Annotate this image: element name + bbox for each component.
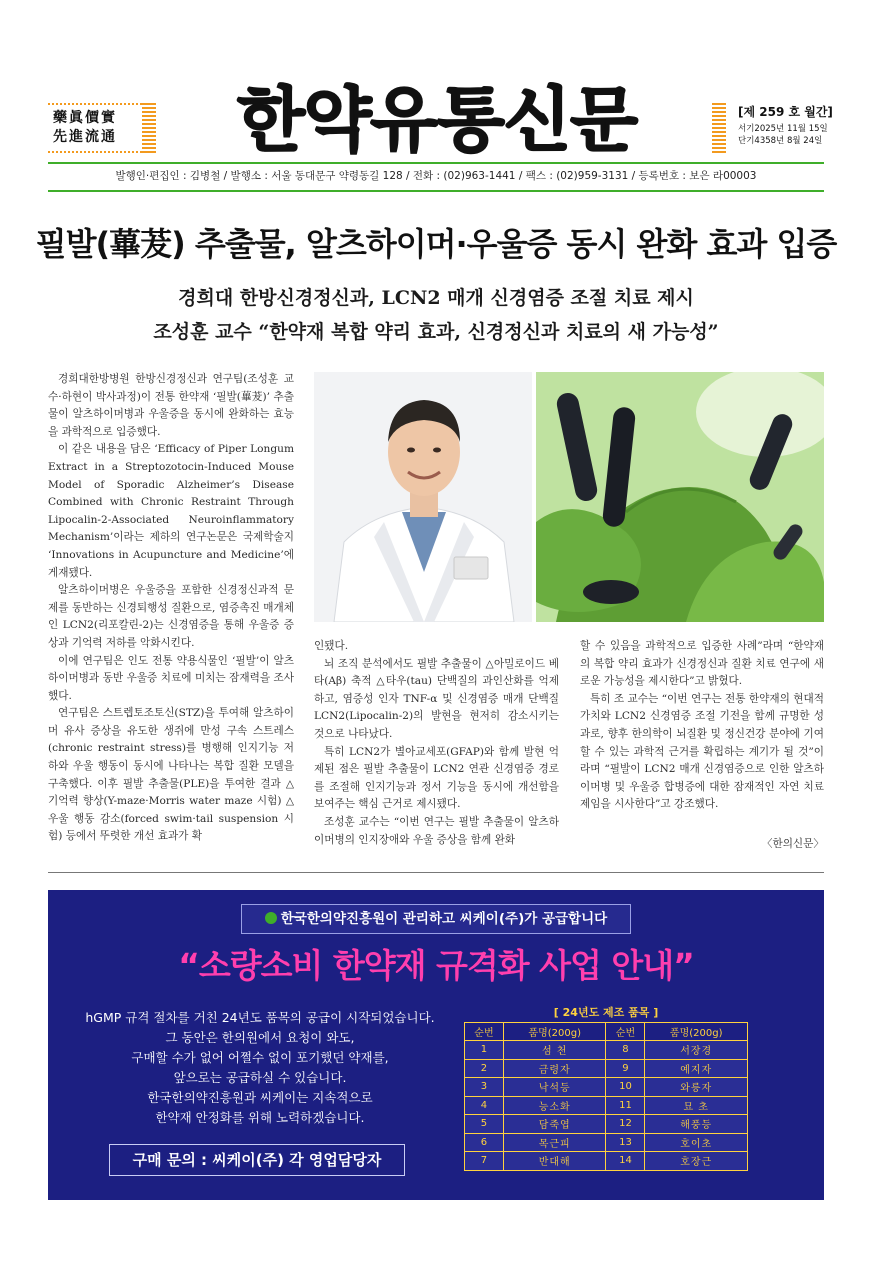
- table-cell-number: 9: [606, 1059, 645, 1078]
- ad-body-line: 앞으로는 공급하실 수 있습니다.: [173, 1070, 347, 1085]
- ad-body: [68, 1008, 452, 1128]
- items-table-body: [465, 1041, 748, 1171]
- table-cell-number: 7: [465, 1152, 504, 1171]
- table-cell-item-name: 능소화: [503, 1096, 606, 1115]
- table-row: [465, 1152, 748, 1171]
- table-cell-number: 14: [606, 1152, 645, 1171]
- subheadline-1: 경희대 한방신경정신과, LCN2 매개 신경염증 조절 치료 제시: [178, 287, 694, 309]
- paragraph: 특히 조 교수는 “이번 연구는 전통 한약재의 현대적 가치와 LCN2 신경염증 조절 기전을 함께 규명한 성과로, 향후 한의학이 뇌질환 및 정신건강 분야에 기여할 수 있는 과학적 근거를 확립하는 계기가 될 것”이라며 “필발이 LCN2 매개 신경염증으로 인한 알츠하이머병 및 우울증 합병증에 대한 잠재적인 자연 치료제임을 시사한다”고 강조했다.: [580, 692, 824, 811]
- table-cell-item-name: 목근피: [503, 1133, 606, 1152]
- masthead-rule-top: [48, 162, 824, 164]
- ad-body-line: 그 동안은 한의원에서 요청이 와도,: [165, 1030, 355, 1045]
- table-cell-item-name: 해풍등: [645, 1115, 748, 1134]
- issue-stripes: [712, 103, 726, 153]
- table-cell-item-name: 반대해: [503, 1152, 606, 1171]
- motto-top-line: [48, 103, 142, 105]
- paragraph: 조성훈 교수는 “이번 연구는 필발 추출물이 알츠하이머병의 인지장애와 우울 증상을 함께 완화: [314, 815, 559, 846]
- masthead-rule-bottom: [48, 190, 824, 192]
- motto-line1: 藥眞價實: [53, 110, 117, 126]
- article-column-2: [314, 638, 559, 849]
- plant-illustration: [536, 372, 824, 622]
- paragraph: 이 같은 내용을 담은 ‘Efficacy of Piper Longum Extract in a Streptozotocin-Induced Mouse Model of Sporadic Alzheimer’s Disease Combined with Chronic Restraint Through Lipocalin-2-Associated Neuroinflammatory Mechanism’이라는 제하의 연구논문은 국제학술지 ‘Innovations in Acupuncture and Medicine’에 게재됐다.: [48, 443, 294, 579]
- table-header: 순번: [606, 1023, 645, 1041]
- table-cell-item-name: 섬 천: [503, 1041, 606, 1060]
- table-header: 품명(200g): [645, 1023, 748, 1041]
- table-cell-number: 12: [606, 1115, 645, 1134]
- table-cell-item-name: 예지자: [645, 1059, 748, 1078]
- ad-body-line: 구매할 수가 없어 어쩔수 없이 포기했던 약재를,: [131, 1050, 389, 1065]
- table-cell-number: 8: [606, 1041, 645, 1060]
- publisher-info: 발행인·편집인 : 김병철 / 발행소 : 서울 동대문구 약령동길 128 / 전화 : (02)963-1441 / 팩스 : (02)959-3131 / 등록번호 : 보은 라00003: [115, 170, 757, 182]
- ad-top-banner: [241, 904, 631, 934]
- paragraph: 뇌 조직 분석에서도 필발 추출물이 △아밀로이드 베타(Aβ) 축적 △타우(tau) 단백질의 과인산화를 억제하고, 염증성 인자 TNF-α 및 신경염증 매개 단백질 LCN2(Lipocalin-2)의 발현을 현저히 감소시키는 것으로 나타났다.: [314, 657, 559, 740]
- motto-bottom-line: [48, 151, 142, 153]
- table-row: [465, 1133, 748, 1152]
- table-header: 순번: [465, 1023, 504, 1041]
- issue-box: [712, 103, 833, 153]
- ad-body-line: 한국한의약진흥원과 씨케이는 지속적으로: [147, 1090, 373, 1105]
- table-cell-item-name: 담죽엽: [503, 1115, 606, 1134]
- paragraph: 알츠하이머병은 우울증을 포함한 신경정신과적 문제를 동반하는 신경퇴행성 질환으로, 염증촉진 매개체인 LCN2(리포칼린-2)는 신경염증을 통해 우울증 증상과 기억력 저하를 악화시킨다.: [48, 584, 294, 649]
- table-cell-number: 2: [465, 1059, 504, 1078]
- table-cell-number: 11: [606, 1096, 645, 1115]
- issue-date-line2: 단기4358년 8월 24일: [738, 136, 823, 146]
- paragraph: 특히 LCN2가 별아교세포(GFAP)와 함께 발현 억제된 점은 필발 추출물이 LCN2 연관 신경염증 경로를 조절해 인지기능과 정서 기능을 동시에 개선함을 보여주는 핵심 근거로 제시됐다.: [314, 745, 559, 811]
- ad-title: “소량소비 한약재 규격화 사업 안내”: [178, 946, 694, 985]
- paragraph: 연구팀은 스트렙토조토신(STZ)을 투여해 알츠하이머 유사 증상을 유도한 생쥐에 만성 구속 스트레스(chronic restraint stress)를 병행해 인지기능 저하와 우울 행동이 동시에 나타나는 복합 질환 모델을 구축했다. 이후 필발 추출물(PLE)을 투여한 결과 △기억력 향상(Y-maze·Morris water maze 시험) △우울 행동 감소(forced swim·tail suspension 시험) 등에서 뚜렷한 개선 효과가 확: [48, 707, 294, 843]
- issue-number: [제 259 호 월간]: [738, 105, 833, 119]
- table-header: 품명(200g): [503, 1023, 606, 1041]
- advertisement: [48, 890, 824, 1200]
- paragraph: 인됐다.: [314, 640, 349, 652]
- professor-photo: [314, 372, 532, 622]
- table-cell-item-name: 호이초: [645, 1133, 748, 1152]
- table-cell-number: 1: [465, 1041, 504, 1060]
- headline: 필발(蓽茇) 추출물, 알츠하이머·우울증 동시 완화 효과 입증: [35, 225, 837, 263]
- newspaper-title: 한약유통신문: [237, 79, 637, 161]
- table-cell-item-name: 낙석등: [503, 1078, 606, 1097]
- ad-body-line: 한약재 안정화를 위해 노력하겠습니다.: [155, 1110, 365, 1125]
- issue-date-line1: 서기2025년 11월 15일: [738, 124, 828, 134]
- article-column-3: [580, 638, 824, 814]
- paragraph: 할 수 있음을 과학적으로 입증한 사례”라며 “한약재의 복합 약리 효과가 신경정신과 질환 치료 연구에 새로운 가능성을 제시한다”고 밝혔다.: [580, 640, 824, 688]
- motto-box: [48, 103, 156, 153]
- article-byline: 〈한의신문〉: [761, 838, 824, 850]
- motto-text: [53, 109, 117, 147]
- table-cell-number: 6: [465, 1133, 504, 1152]
- table-cell-item-name: 금령자: [503, 1059, 606, 1078]
- motto-stripes: [142, 103, 156, 153]
- items-table: [464, 1022, 748, 1171]
- subheadline-2: 조성훈 교수 “한약재 복합 약리 효과, 신경정신과 치료의 새 가능성”: [153, 321, 719, 343]
- issue-dates: [738, 123, 828, 147]
- section-divider: [48, 872, 824, 873]
- table-cell-number: 10: [606, 1078, 645, 1097]
- table-row: [465, 1115, 748, 1134]
- table-cell-item-name: 호장근: [645, 1152, 748, 1171]
- paragraph: 경희대한방병원 한방신경정신과 연구팀(조성훈 교수·하현이 박사과정)이 전통 한약재 ‘필발(蓽茇)’ 추출물이 알츠하이머병과 우울증을 동시에 완화하는 효능을 과학적으로 입증했다.: [48, 373, 294, 438]
- ad-top-banner-text: 한국한의약진흥원이 관리하고 씨케이(주)가 공급합니다: [280, 911, 608, 927]
- table-row: [465, 1059, 748, 1078]
- items-table-title: [ 24년도 제조 품목 ]: [553, 1006, 659, 1019]
- motto-line2: 先進流通: [53, 129, 117, 145]
- ad-contact: 구매 문의 : 씨케이(주) 각 영업담당자: [109, 1144, 405, 1176]
- table-cell-number: 13: [606, 1133, 645, 1152]
- institute-logo-icon: [265, 912, 277, 924]
- table-cell-number: 3: [465, 1078, 504, 1097]
- piper-longum-photo: [536, 372, 824, 622]
- professor-illustration: [314, 372, 532, 622]
- paragraph: 이에 연구팀은 인도 전통 약용식물인 ‘필발’이 알츠하이머병과 동반 우울증 치료에 미치는 잠재력을 조사했다.: [48, 654, 294, 702]
- table-header-row: [465, 1023, 748, 1041]
- ad-body-line: hGMP 규격 절차를 거친 24년도 품목의 공급이 시작되었습니다.: [85, 1010, 435, 1025]
- article-column-1: [48, 371, 294, 846]
- table-cell-number: 5: [465, 1115, 504, 1134]
- table-row: [465, 1078, 748, 1097]
- table-cell-item-name: 와릉자: [645, 1078, 748, 1097]
- table-row: [465, 1041, 748, 1060]
- table-cell-item-name: 묘 초: [645, 1096, 748, 1115]
- table-cell-item-name: 서장경: [645, 1041, 748, 1060]
- table-cell-number: 4: [465, 1096, 504, 1115]
- table-row: [465, 1096, 748, 1115]
